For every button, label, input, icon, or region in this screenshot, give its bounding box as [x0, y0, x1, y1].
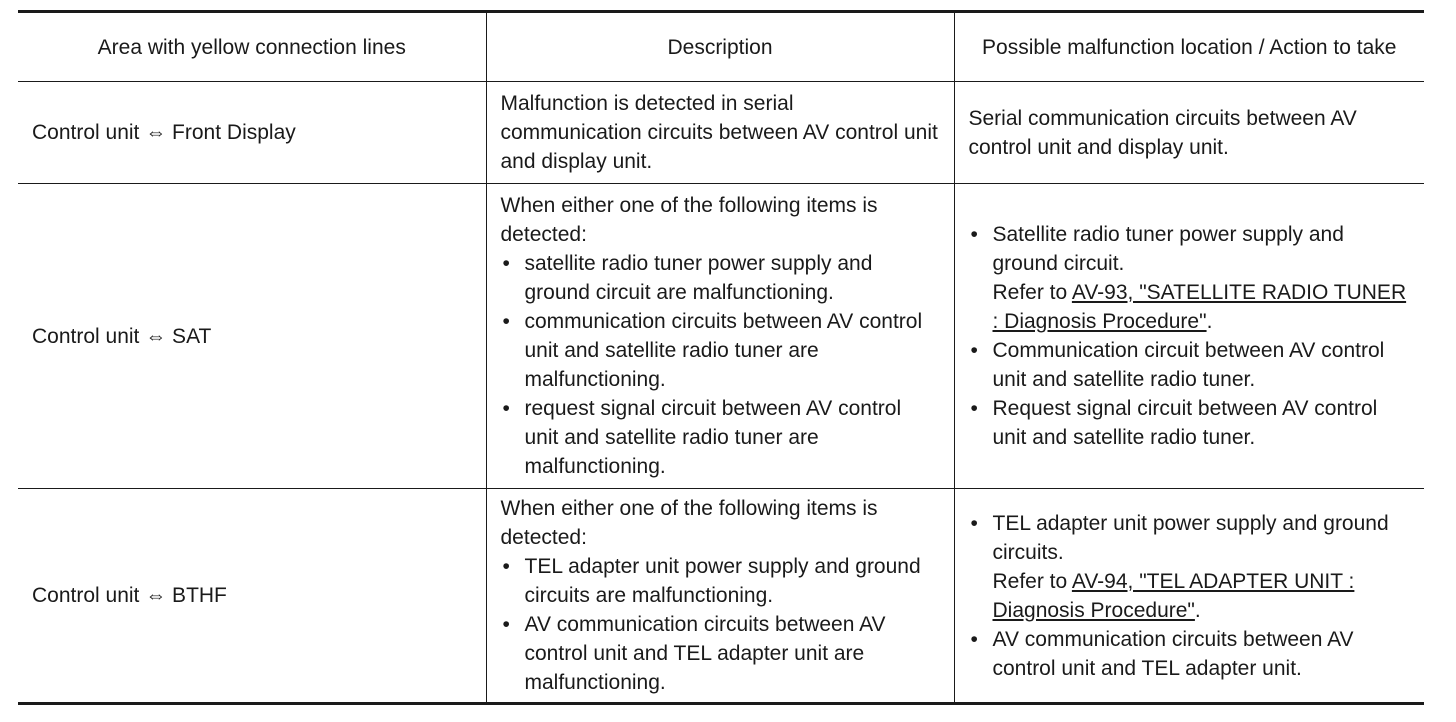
action-list — [969, 220, 1411, 452]
list-item: • communication circuits between AV control unit and satellite radio tuner are malfunctioning. — [501, 307, 940, 394]
area-cell: Control unit ⇔ BTHF — [18, 489, 486, 704]
action-list — [969, 509, 1411, 683]
reference-link-av93[interactable]: AV-93, "SATELLITE RADIO TUNER : Diagnosis Procedure" — [992, 281, 1407, 333]
description-list — [501, 249, 940, 481]
action-text: Satellite radio tuner power supply and ground circuit. — [992, 223, 1344, 275]
action-cell: Serial communication circuits between AV control unit and display unit. — [954, 82, 1424, 184]
refer-line — [993, 278, 1411, 336]
header-row — [18, 12, 1424, 82]
action-text: TEL adapter unit power supply and ground circuits. — [992, 511, 1389, 564]
description-intro: When either one of the following items is detected: — [500, 497, 878, 549]
description-cell — [486, 184, 954, 489]
list-item: • TEL adapter unit power supply and ground circuits are malfunctioning. — [501, 552, 940, 610]
list-item — [969, 509, 1411, 625]
table-row-sat — [18, 184, 1424, 489]
table-row-front-display — [18, 82, 1424, 184]
list-item: • Request signal circuit between AV control unit and satellite radio tuner. — [969, 394, 1411, 452]
description-cell: Malfunction is detected in serial communication circuits between AV control unit and display unit. — [486, 82, 954, 184]
header-description: Description — [486, 12, 954, 82]
refer-prefix: Refer to — [992, 281, 1072, 304]
description-cell — [486, 489, 954, 704]
refer-suffix: . — [1194, 598, 1201, 622]
table-row-bthf — [18, 489, 1424, 704]
list-item: • request signal circuit between AV control unit and satellite radio tuner are malfunctioning. — [501, 394, 940, 481]
list-item — [969, 220, 1411, 336]
header-area: Area with yellow connection lines — [18, 12, 486, 82]
refer-prefix: Refer to — [992, 569, 1072, 593]
list-item: • AV communication circuits between AV control unit and TEL adapter unit are malfunctioning. — [501, 610, 940, 697]
area-cell: Control unit ⇔ SAT — [18, 184, 486, 489]
refer-suffix: . — [1206, 310, 1213, 333]
list-item: • AV communication circuits between AV control unit and TEL adapter unit. — [969, 625, 1411, 683]
diagnosis-table — [18, 10, 1424, 705]
header-action: Possible malfunction location / Action to take — [954, 12, 1424, 82]
action-cell — [954, 489, 1424, 704]
description-intro: When either one of the following items is detected: — [500, 194, 878, 246]
description-list — [501, 552, 940, 697]
reference-link-av94[interactable]: AV-94, "TEL ADAPTER UNIT : Diagnosis Procedure" — [992, 569, 1355, 622]
list-item: • Communication circuit between AV control unit and satellite radio tuner. — [969, 336, 1411, 394]
area-cell: Control unit ⇔ Front Display — [18, 82, 486, 184]
list-item: • satellite radio tuner power supply and ground circuit are malfunctioning. — [501, 249, 940, 307]
refer-line — [993, 567, 1411, 625]
action-cell — [954, 184, 1424, 489]
